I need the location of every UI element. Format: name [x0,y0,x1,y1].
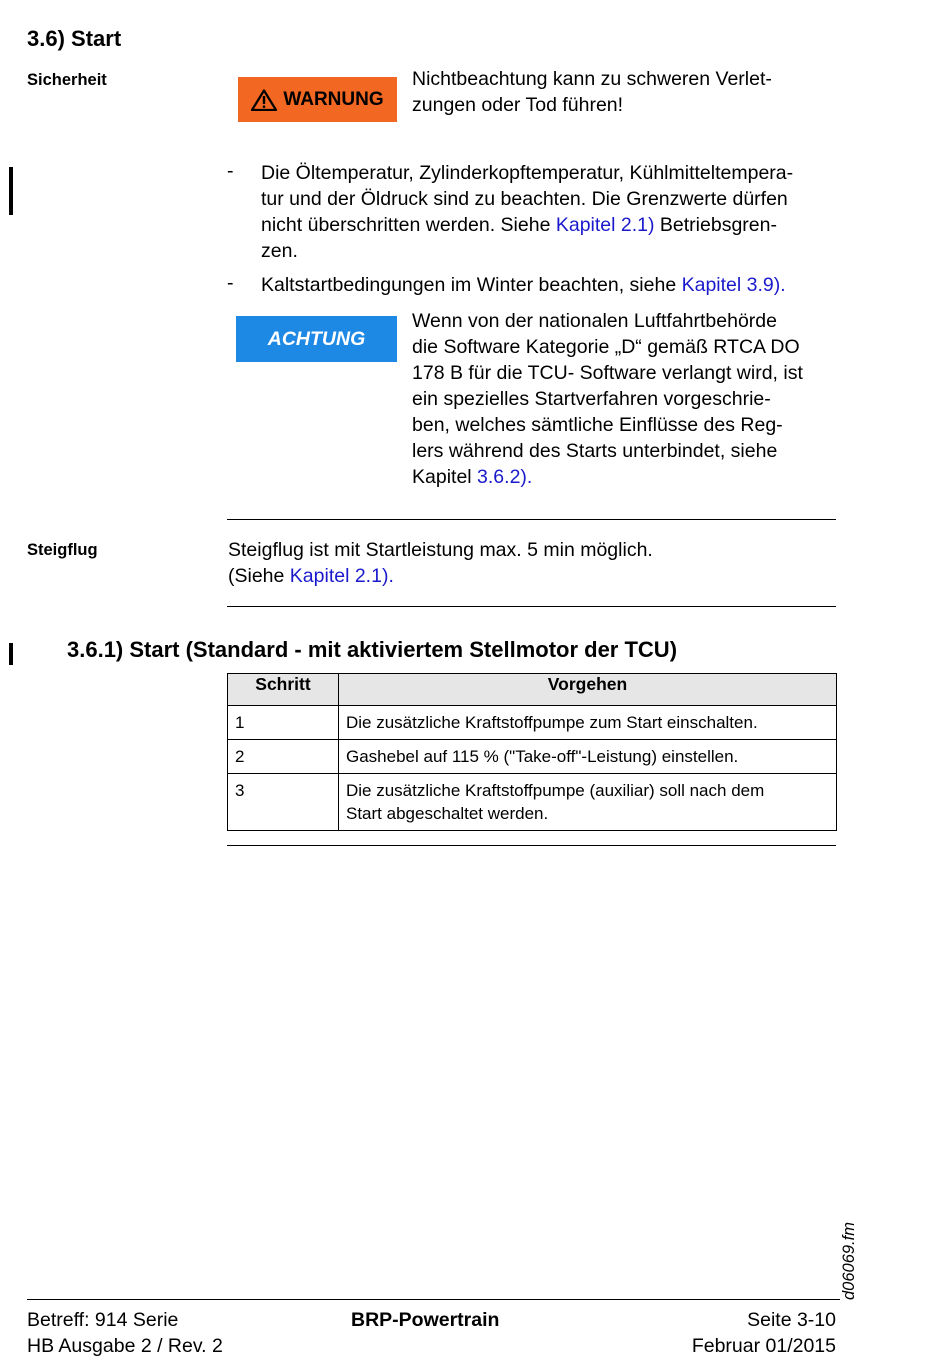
procedure-line: Die zusätzliche Kraftstoffpumpe (auxiliar) soll nach dem [346,781,765,800]
link-kapitel-3-6-2[interactable]: 3.6.2). [477,466,533,488]
procedure-line: Die zusätzliche Kraftstoffpumpe zum Start einschalten. [346,713,758,732]
procedure-cell [339,706,837,740]
divider [227,606,836,607]
link-kapitel-2-1-climb[interactable]: Kapitel 2.1). [289,565,394,587]
bullet-line [261,212,793,238]
footer-date: Februar 01/2015 [691,1335,836,1357]
caution-badge [236,316,397,362]
warning-text-line: Nichtbeachtung kann zu schweren Verlet- [412,68,772,90]
link-kapitel-3-9[interactable]: Kapitel 3.9). [681,274,786,296]
step-cell: 1 [228,706,339,740]
bullet-line: tur und der Öldruck sind zu beachten. Die Grenzwerte dürfen [261,188,788,210]
footer-rule [27,1299,840,1300]
footer-company: BRP-Powertrain [351,1309,500,1331]
caution-line: Wenn von der nationalen Luftfahrtbehörde [412,310,777,332]
procedure-table [227,673,837,831]
section-heading: 3.6) Start [27,26,122,51]
footer-right [692,1307,836,1359]
table-header-row [228,674,837,706]
change-bar [9,167,13,215]
footer-edition: HB Ausgabe 2 / Rev. 2 [27,1335,223,1357]
procedure-line: Start abgeschaltet werden. [346,804,549,823]
climb-text-span: (Siehe [228,565,290,587]
side-label-climb: Steigflug [27,541,98,559]
table-row [228,774,837,831]
climb-line: Steigflug ist mit Startleistung max. 5 min möglich. [228,539,653,561]
bullet-dash: - [227,160,234,182]
change-bar [9,643,13,665]
warning-triangle-icon [251,89,277,111]
footer-subject: Betreff: 914 Serie [27,1309,179,1331]
procedure-line: Gashebel auf 115 % ("Take-off"-Leistung) einstellen. [346,747,739,766]
table-row [228,706,837,740]
bullet-item [261,272,786,298]
procedure-cell [339,740,837,774]
warning-text [412,66,772,118]
subsection-heading: 3.6.1) Start (Standard - mit aktiviertem Stellmotor der TCU) [67,637,678,662]
warning-badge [238,77,397,122]
step-cell: 3 [228,774,339,831]
bullet-text: Betriebsgren- [654,214,777,236]
header-step: Schritt [228,674,339,706]
bullet-dash: - [227,272,234,294]
footer-page: Seite 3-10 [747,1309,836,1331]
caution-line: ein spezielles Startverfahren vorgeschrie- [412,388,771,410]
bullet-text: Kaltstartbedingungen im Winter beachten, siehe [261,274,682,296]
caution-line [412,464,803,490]
bullet-line: zen. [261,240,298,262]
caution-line: ben, welches sämtliche Einflüsse des Reg- [412,414,783,436]
climb-text [228,537,653,589]
procedure-cell [339,774,837,831]
side-label-safety: Sicherheit [27,71,107,89]
warning-text-line: zungen oder Tod führen! [412,94,624,116]
divider [227,845,836,846]
bullet-line: Die Öltemperatur, Zylinderkopftemperatur, Kühlmitteltempera- [261,162,794,184]
climb-line [228,563,653,589]
caution-text-span: Kapitel [412,466,478,488]
step-cell: 2 [228,740,339,774]
bullet-item [261,160,793,264]
caution-text [412,308,803,490]
warning-label: WARNUNG [283,88,384,110]
footer-left [27,1307,223,1359]
header-procedure: Vorgehen [339,674,837,706]
caution-line: die Software Kategorie „D“ gemäß RTCA DO [412,336,800,358]
table-row [228,740,837,774]
file-reference: d06069.fm [840,1222,858,1300]
caution-line: lers während des Starts unterbindet, siehe [412,440,778,462]
caution-label: ACHTUNG [267,327,366,350]
divider [227,519,836,520]
bullet-text: nicht überschritten werden. Siehe [261,214,556,236]
caution-line: 178 B für die TCU- Software verlangt wird, ist [412,362,803,384]
link-kapitel-2-1[interactable]: Kapitel 2.1) [555,214,655,236]
